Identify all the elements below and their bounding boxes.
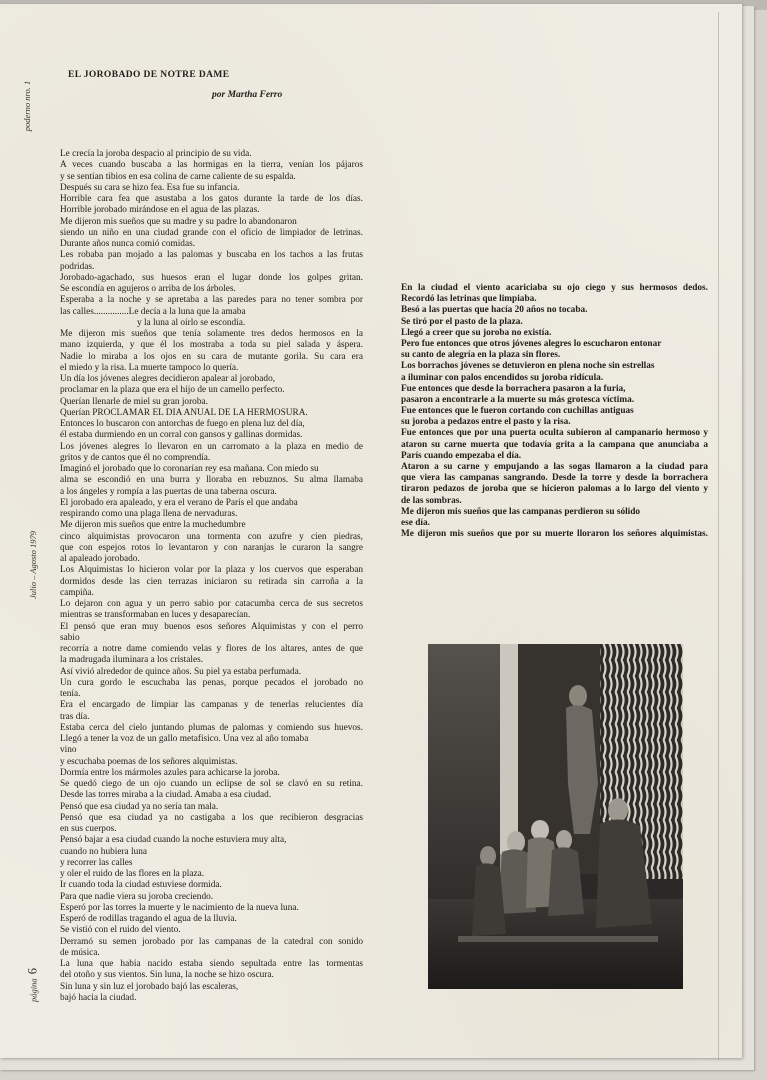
poem-line: Entonces lo buscaron con antorchas de fuego en plena luz del día, [60,419,305,429]
poem-line: Desde las torres miraba a la ciudad. Amaba a esa ciudad. [60,790,272,801]
poem-line: Recordó las letrinas que limpiaba. [401,294,537,305]
poem-line: podridas. [60,261,95,272]
poem-line: Me dijeron mis sueños que su madre y su padre lo abandonaron [60,216,297,227]
poem-line: las calles...............Le decía a la luna que la amaba [60,306,246,317]
poem-line: pasaron a encontrarle a la muerte su más grotesca víctima. [401,394,635,405]
poem-line: Me dijeron mis sueños que las campanas perdieron su sólido [401,506,641,517]
poem-line: Después su cara se hizo fea. Esa fue su infancia. [60,182,240,193]
poem-line: Esperaba a la noche y se apretaba a las paredes para no tener sombra por [60,295,363,306]
poem-line: Pensó que esa ciudad ya no sería tan mala. [60,801,219,812]
poem-line: El pensó que eran muy buenos esos señores Alquimistas y con el perro [60,621,363,632]
poem-line: Así vivió alrededor de quince años. Su piel ya estaba perfumada. [60,666,302,677]
poem-line: Fue entonces que le fueron cortando con cuchillas antiguas [401,406,634,417]
photo-bench [458,936,658,942]
poem-line: Esperó por las torres la muerte y le nacimiento de la nueva luna. [60,902,299,913]
poem-line: Fue entonces que desde la borrachera pasaron a la furia, [401,383,626,394]
poem-line: Para que nadie viera su joroba creciendo. [60,891,214,902]
right-text-column [401,283,708,540]
poem-line: a iluminar con palos encendidos su joroba ridícula. [401,372,604,383]
poem-line: él estaba durmiendo en un corral con gansos y gallinas dormidas. [60,430,303,441]
poem-line: sabio [60,632,80,643]
poem-line: que viera las campanas sangrando. Desde la torre y desde la borrachera [401,473,708,484]
poem-line: proclamar en la plaza que era el hijo de un camello perfecto. [60,385,285,396]
poem-line: El jorobado era apaleado, y era el verano de París el que andaba [60,497,298,508]
article-byline: por Martha Ferro [212,90,283,100]
poem-line: Los borrachos jóvenes se detuvieron en plena noche sin estrellas [401,361,655,372]
poem-line: En la ciudad el viento acariciaba su ojo ciego y sus hermosos dedos. [401,283,708,293]
poem-line: Llegó a tener la voz de un gallo metafísico. Una vez al año tomaba [60,734,309,744]
poem-line: respirando como una plaga llena de nervaduras. [60,509,238,519]
poem-line: tras día. [60,711,90,722]
poem-line: tenía. [60,689,81,699]
poem-line: mientras se transformaban en luces y desaparecían. [60,610,251,621]
poem-line: alma se escondió en una burra y lloraba en rebuznos. Su alma llamaba [60,475,363,486]
poem-line: Ataron a su carne y empujando a las sogas llamaron a la ciudad para [401,462,708,472]
magazine-page [0,4,742,1058]
poem-line: Me dijeron mis sueños que por su muerte lloraron los señores alquimistas. [401,529,708,540]
poem-line: campiña. [60,587,94,598]
poem-line: Fue entonces que por una puerta oculta subieron al campanario hermoso y [401,428,708,439]
page-number: 6 [25,968,40,975]
poem-line: mano izquierda, y que él los mostraba a toda su piel salada y áspera. [60,340,363,351]
poem-line: La luna que había nacido estaba siendo sepultada entre las tormentas [60,959,363,969]
poem-line: y escuchaba poemas de los señores alquimistas. [60,756,238,767]
page-fold-line [718,12,719,1060]
poem-line: Los jóvenes alegres lo llevaron en un carromato a la plaza en medio de [60,441,363,452]
poem-line: Querían PROCLAMAR EL DIA ANUAL DE LA HERMOSURA. [60,407,308,418]
poem-line: Pensó bajar a esa ciudad cuando la noche estuviera muy alta, [60,835,287,846]
page-number-block [26,968,41,1002]
poem-line: Jorobado-agachado, sus huesos eran el lugar donde los golpes gritan. [60,272,363,283]
article-title: EL JOROBADO DE NOTRE DAME [68,70,230,80]
poem-line: A veces cuando buscaba a las hormigas en la tierra, venían los pájaros [60,160,363,171]
poem-line: Se quedó ciego de un ojo cuando un eclipse de sol se clavó en su retina. [60,779,363,789]
issue-label: poderno nro. 1 [22,80,32,132]
poem-line: siendo un niño en una ciudad grande con el oficio de limpiador de letrinas. [60,227,363,238]
poem-line: Le crecía la joroba despacio al principio de su vida. [60,149,252,159]
photo-doorway-light [500,644,518,854]
poem-line: de música. [60,947,100,958]
poem-line: ataron su carne muerta que todavía grita a la campana que anunciaba a [401,439,708,450]
poem-line: bajó hacia la ciudad. [60,992,137,1003]
poem-line: al apaleado jorobado. [60,554,140,564]
poem-line: Querían llenarle de miel su gran joroba. [60,396,208,407]
poem-line: Les robaba pan mojado a las palomas y buscaba en los tachos a las frutas [60,250,363,261]
poem-line: Me dijeron mis sueños que tenía solamente tres dedos hermosos en la [60,329,363,339]
poem-line: Durante años nunca comió comidas. [60,239,196,249]
page-label: página [28,978,39,1002]
poem-line: gritos y de cantos que él no comprendía. [60,452,211,463]
poem-line: el miedo y la risa. La muerte tampoco lo quería. [60,362,239,373]
date-label: Julio – Agosto 1979 [28,530,38,600]
poem-line: en sus cuerpos. [60,824,117,834]
photograph [428,644,683,989]
poem-line: Derramó su semen jorobado por las campanas de la catedral con sonido [60,936,363,947]
poem-line: París cuando empezaba el día. [401,450,522,461]
poem-line: Estaba cerca del cielo juntando plumas de palomas y comiendo sus huevos. [60,722,363,733]
poem-line: Esperó de rodillas tragando el agua de la lluvia. [60,914,237,924]
poem-line: Horrible jorobado mirándose en el agua de las plazas. [60,205,260,216]
poem-line: vino [60,745,77,756]
poem-line: Un cura gordo le escuchaba las penas, porque pecados el jorobado no [60,677,363,688]
poem-line: Pensó que esa ciudad ya no castigaba a los que recibieron desgracias [60,812,363,823]
poem-line: su canto de alegría en la plaza sin flores. [401,350,561,361]
poem-line: Dormía entre los mármoles azules para achicarse la joroba. [60,767,280,778]
poem-line: tiraron pedazos de joroba que se hicieron palomas a lo largo del viento y [401,484,708,495]
left-text-column [60,149,363,1004]
poem-line: la madrugada iluminara a los cristales. [60,655,204,666]
poem-line: Se escondía en agujeros o arriba de los árboles. [60,284,236,294]
poem-line: recorría a notre dame comiendo velas y flores de los altares, antes de que [60,644,363,654]
poem-line: Sin luna y sin luz el jorobado bajó las escaleras, [60,981,239,992]
poem-line: su joroba a pedazos entre el pasto y la risa. [401,417,571,428]
poem-line: Imaginó el jorobado que lo coronarían rey esa mañana. Con miedo su [60,464,319,474]
poem-line: Besó a las puertas que hacía 20 años no tocaba. [401,305,588,316]
poem-line: Horrible cara fea que asustaba a los gatos durante la tarde de los días. [60,194,363,204]
poem-line: y recorrer las calles [60,857,133,868]
photograph-image [428,644,683,989]
poem-line: cinco alquimistas provocaron una tormenta con azufre y cien piedras, [60,531,363,542]
poem-line: a los ángeles y rompía a las puertas de una taberna oscura. [60,486,277,497]
poem-line: Llegó a creer que su joroba no existía. [401,327,552,338]
poem-line: Se vistió con el ruido del viento. [60,925,181,936]
poem-line: Los Alquimistas lo hicieron volar por la plaza y los cuervos que esperaban [60,565,363,576]
poem-line: y la luna al oírlo se escondía. [137,317,246,328]
poem-line: y oler el ruido de las flores en la plaza. [60,869,205,879]
poem-line: Pero fue entonces que otros jóvenes alegres lo escucharon entonar [401,338,662,349]
poem-line: Lo dejaron con agua y un perro sabio por catacumba cerca de sus secretos [60,599,363,609]
poem-line: Se tiró por el pasto de la plaza. [401,316,523,327]
poem-line: ese día. [401,517,430,528]
poem-line: de las sombras. [401,495,462,506]
poem-line: Me dijeron mis sueños que entre la muchedumbre [60,520,246,531]
poem-line: Nadie lo miraba a los ojos en su cara de mutante gorila. Su cara era [60,351,363,362]
poem-line: cuando no hubiera luna [60,846,147,857]
poem-line: Un día los jóvenes alegres decidieron apalear al jorobado, [60,374,276,384]
poem-line: que con espejos rotos lo levantaron y con naranjas le curaron la sangre [60,542,363,553]
poem-line: Era el encargado de limpiar las campanas y de tenerlas relucientes día [60,700,363,711]
poem-line: del otoño y sus vientos. Sin luna, la noche se hizo oscura. [60,970,274,981]
poem-line: dormidos desde las cien terrazas iniciaron su retirada sin carroña a la [60,576,363,587]
poem-line: y se sentían tibios en esa colina de carne caliente de su espalda. [60,171,296,182]
poem-line: Ir cuando toda la ciudad estuviese dormida. [60,880,222,891]
